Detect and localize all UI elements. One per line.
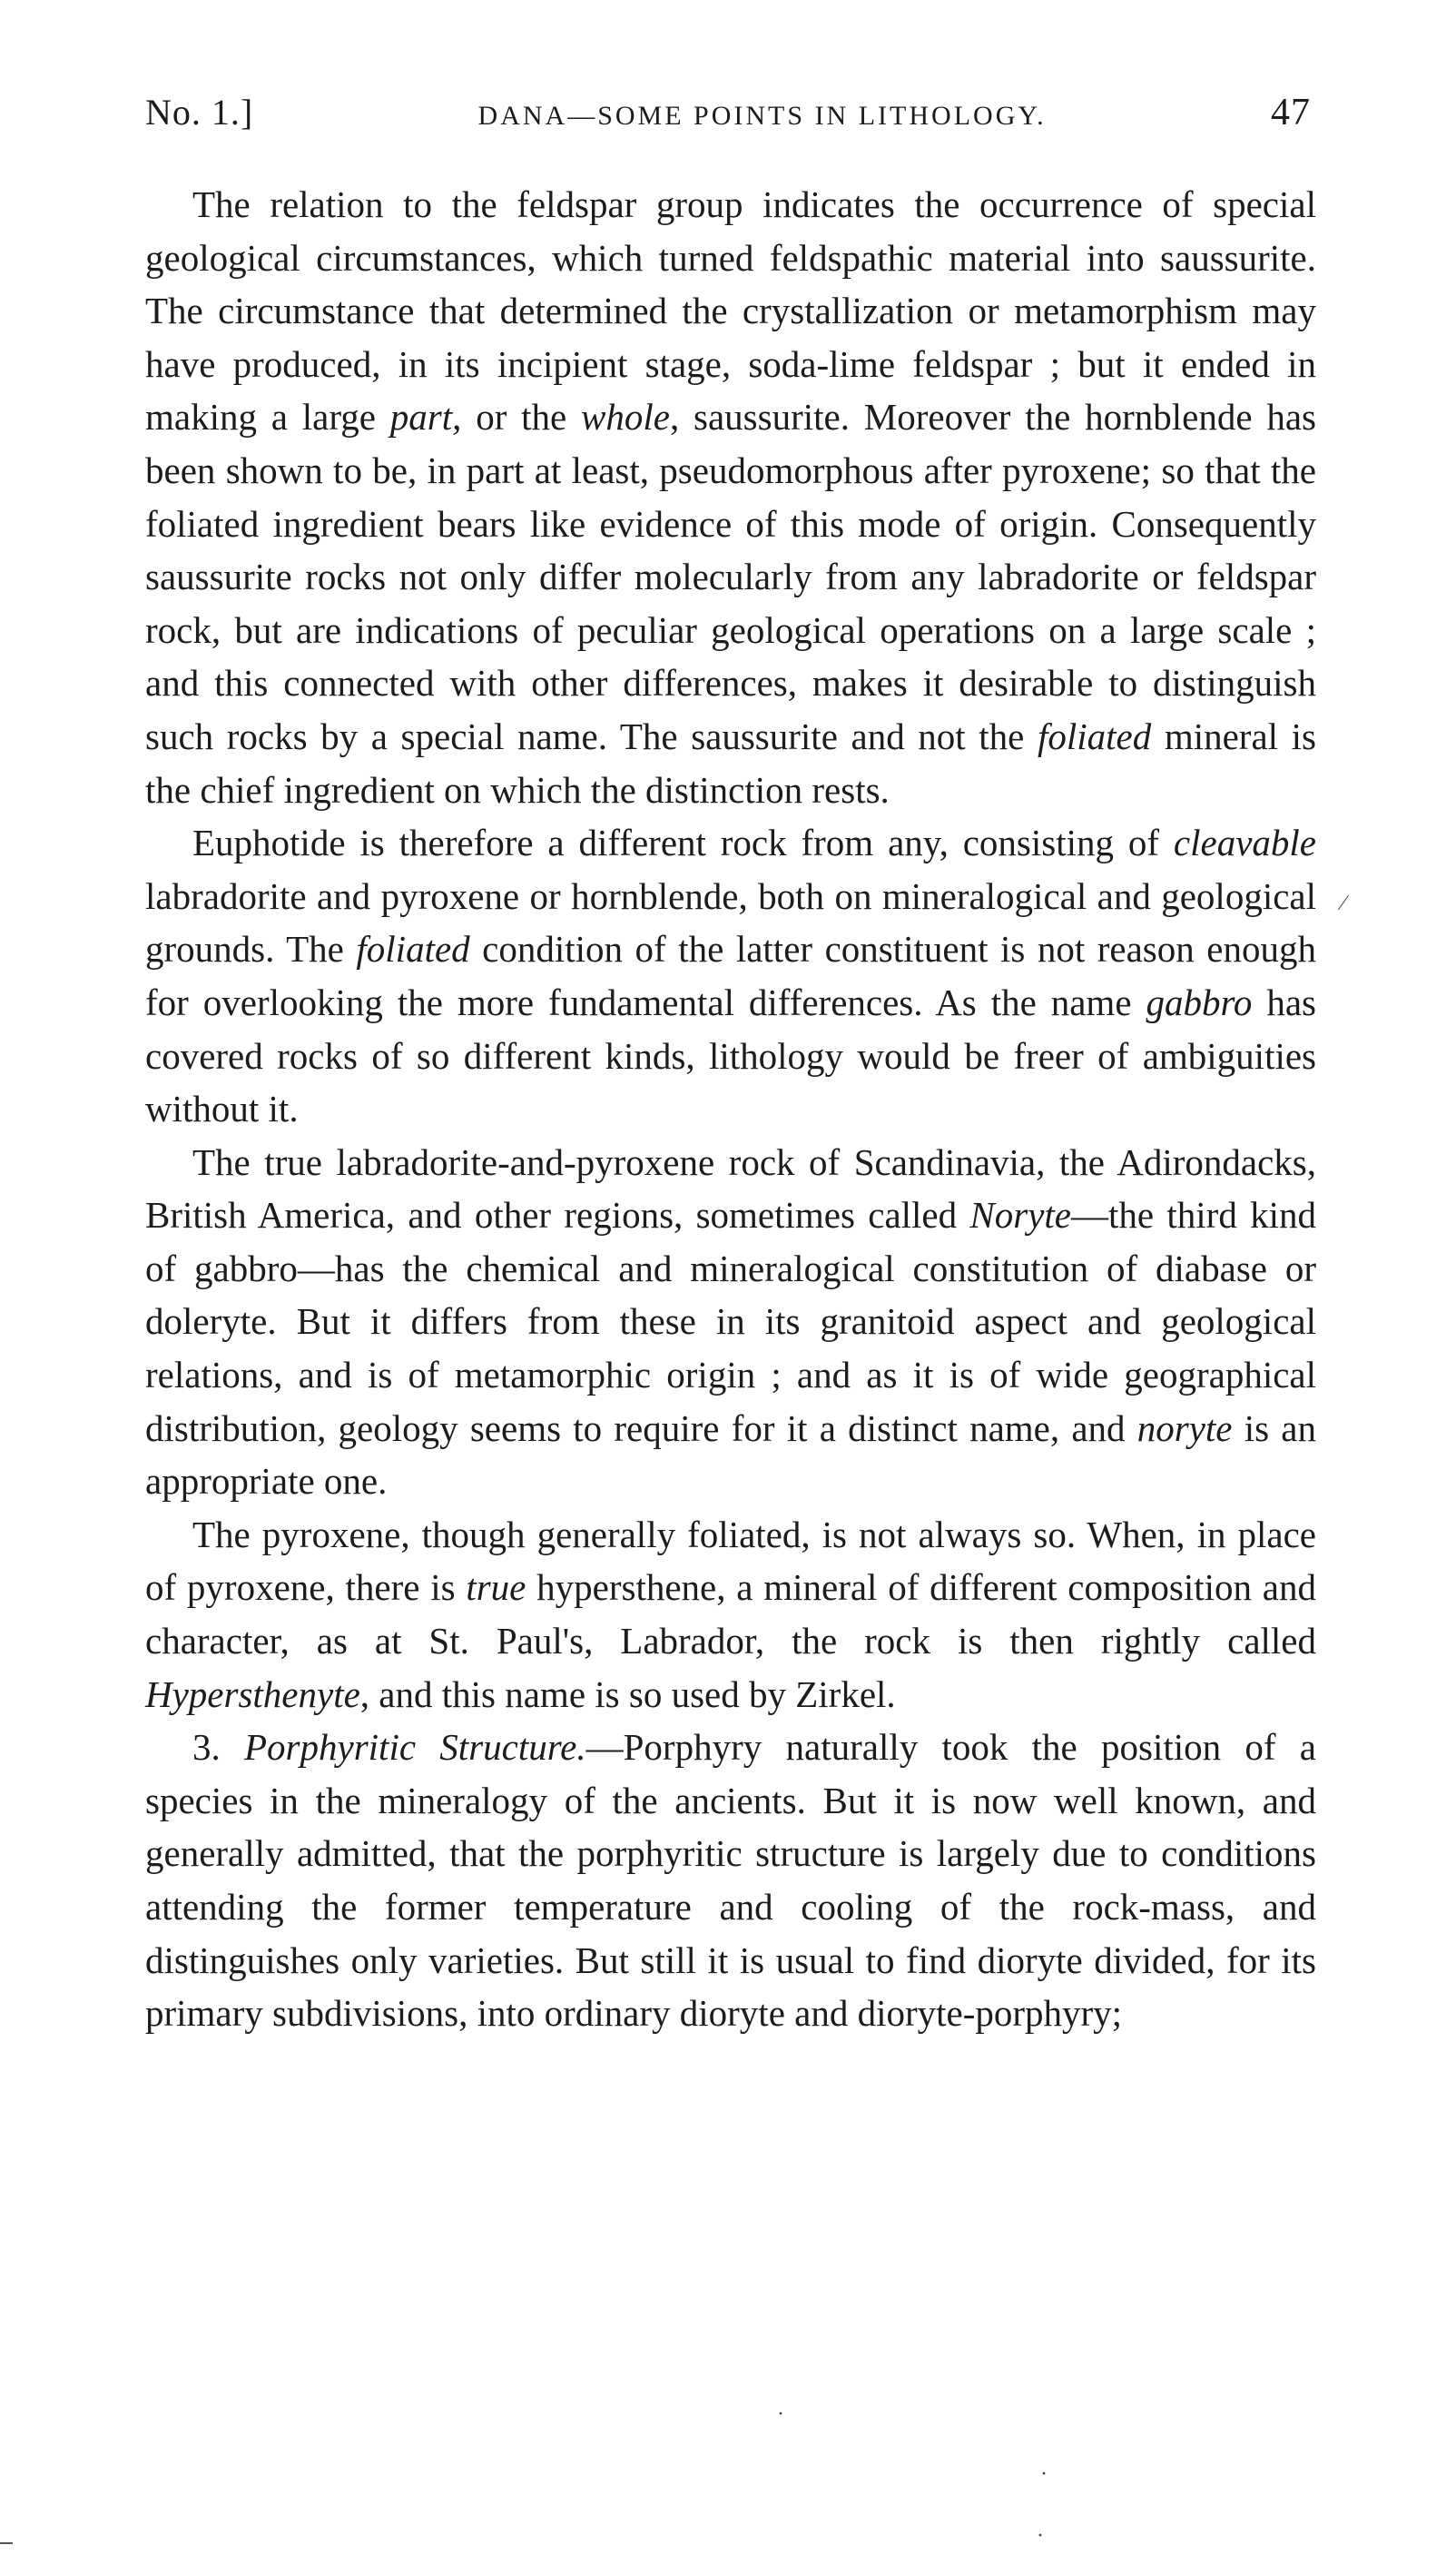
document-page xyxy=(145,91,1316,2040)
paragraph-hypersthenyte: The pyroxene, though generally foliated, is not always so. When, in place of pyroxene, there is true hypersthene, a mineral of different composition and character, as at St. Paul's, Labrador, the rock is then rightly called Hypersthenyte, and this name is so used by Zirkel. xyxy=(145,1513,1316,1715)
speck-dot: · xyxy=(1037,2524,1044,2548)
paragraph-saussurite: The relation to the feldspar group indicates the occurrence of special geological circumstances, which turned feldspathic material into saussurite. The circumstance that determined the crystallization or metamorphism may have produced, in its incipient stage, soda-lime feldspar ; but it ended in making a large part, or the whole, saussurite. Moreover the hornblende has been shown to be, in part at least, pseudomorphous after pyroxene; so that the foliated ingredient bears like evidence of this mode of origin. Consequently saussurite rocks not only differ molecularly from any labradorite or feldspar rock, but are indications of peculiar geological operations on a large scale ; and this connected with other differences, makes it desirable to distinguish such rocks by a special name. The saussurite and not the foliated mineral is the chief ingredient on which the distinction rests. xyxy=(145,183,1316,811)
paragraph-noryte: The true labradorite-and-pyroxene rock of Scandinavia, the Adirondacks, British America, and other regions, sometimes called Noryte—the third kind of gabbro—has the chemical and mineralogical constitution of diabase or doleryte. But it differs from these in its granitoid aspect and geological relations, and is of metamorphic origin ; and as it is of wide geographical distribution, geology seems to require for it a distinct name, and noryte is an appropriate one. xyxy=(145,1140,1317,1503)
running-title: DANA—SOME POINTS IN LITHOLOGY. xyxy=(477,101,1047,131)
running-header xyxy=(145,91,1316,134)
paragraph-euphotide: Euphotide is therefore a different rock from any, consisting of cleavable labradorite and pyroxene or hornblende, both on mineralogical and geological grounds. The foliated condition of the latter constituent is not reason enough for overlooking the more fundamental differences. As the name gabbro has covered rocks of so different kinds, lithology would be freer of ambiguities without it. xyxy=(145,822,1317,1130)
paragraph-porphyritic-structure: 3. Porphyritic Structure.—Porphyry naturally took the position of a species in the mineralogy of the ancients. But it is now well known, and generally admitted, that the porphyritic structure is largely due to conditions attending the former temperature and cooling of the rock-mass, and distinguishes only varieties. But still it is usual to find dioryte divided, for its primary subdivisions, into ordinary dioryte and dioryte-porphyry; xyxy=(145,1726,1316,2035)
speck-dot: · xyxy=(1040,2462,1048,2486)
speck-dot: · xyxy=(777,2402,784,2426)
margin-mark: ⁄ xyxy=(1342,892,1346,915)
scan-edge-mark xyxy=(0,2542,13,2544)
issue-number: No. 1.] xyxy=(145,92,254,133)
page-number: 47 xyxy=(1270,92,1311,133)
